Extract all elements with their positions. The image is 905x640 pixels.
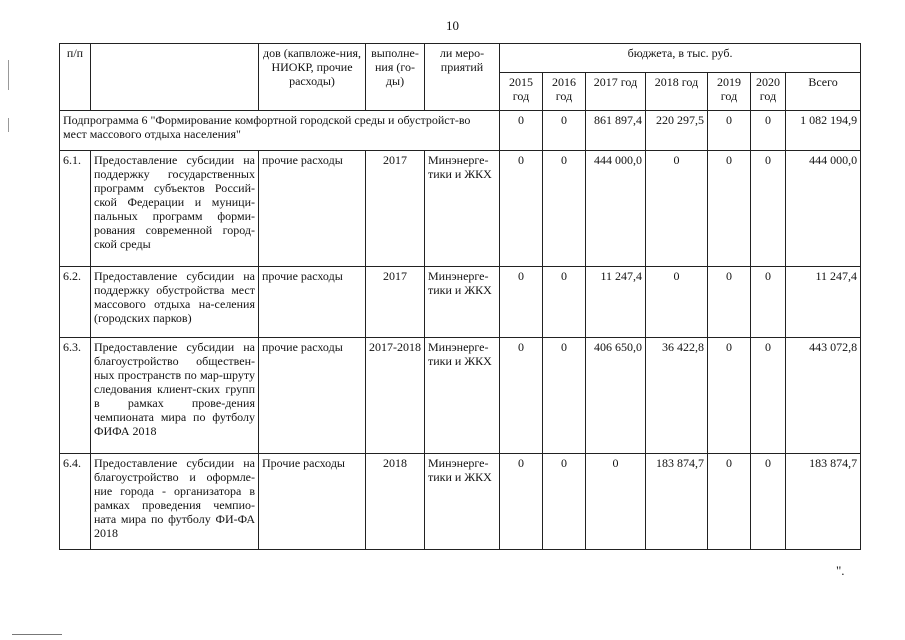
value-cell: 183 874,7 [646,454,708,550]
header-year: 2015 год [500,73,543,111]
value-cell: 0 [543,267,586,338]
header-executor: ли меро-приятий [425,44,500,111]
value-cell: 0 [751,267,786,338]
value-cell: 0 [586,454,646,550]
row-period: 2017 [366,151,425,267]
total-cell: 11 247,4 [786,267,861,338]
value-cell: 0 [646,151,708,267]
margin-mark [8,60,9,90]
budget-table [59,43,861,550]
header-name [91,44,259,111]
value-cell: 0 [500,111,543,151]
value-cell: 0 [751,338,786,454]
header-period: выполне-ния (го-ды) [366,44,425,111]
total-cell: 183 874,7 [786,454,861,550]
value-cell: 444 000,0 [586,151,646,267]
header-type: дов (капвложе-ния, НИОКР, прочие расходы) [259,44,366,111]
header-year: 2016 год [543,73,586,111]
value-cell: 0 [708,267,751,338]
margin-mark [8,118,9,132]
value-cell: 0 [543,151,586,267]
row-executor: Минэнерге-тики и ЖКХ [425,454,500,550]
value-cell: 0 [500,338,543,454]
row-executor: Минэнерге-тики и ЖКХ [425,267,500,338]
subprogram-title: Подпрограмма 6 "Формирование комфортной городской среды и обустройст-во мест массового отдыха населения" [60,111,500,151]
closing-quote-mark: ". [836,563,845,578]
row-name: Предоставление субсидии на поддержку государственных программ субъектов Россий-ской Федерации и муници-пальных программ форми-рования современной город-ской среды [91,151,259,267]
value-cell: 0 [751,111,786,151]
value-cell: 0 [500,454,543,550]
row-num: 6.2. [60,267,91,338]
value-cell: 406 650,0 [586,338,646,454]
row-num: 6.3. [60,338,91,454]
table-row [60,338,861,454]
header-budget-caption: бюджета, в тыс. руб. [500,44,861,73]
header-row [60,44,861,73]
header-year: 2019 год [708,73,751,111]
row-type: прочие расходы [259,338,366,454]
row-executor: Минэнерге-тики и ЖКХ [425,151,500,267]
value-cell: 0 [500,267,543,338]
total-cell: 1 082 194,9 [786,111,861,151]
header-year: 2020 год [751,73,786,111]
row-num: 6.4. [60,454,91,550]
row-type: прочие расходы [259,267,366,338]
row-num: 6.1. [60,151,91,267]
value-cell: 0 [708,111,751,151]
header-num: п/п [60,44,91,111]
value-cell: 0 [751,151,786,267]
footer-rule [12,634,62,635]
value-cell: 220 297,5 [646,111,708,151]
total-cell: 443 072,8 [786,338,861,454]
value-cell: 36 422,8 [646,338,708,454]
page-number: 10 [446,18,459,33]
value-cell: 11 247,4 [586,267,646,338]
value-cell: 0 [543,111,586,151]
value-cell: 0 [708,151,751,267]
value-cell: 861 897,4 [586,111,646,151]
header-year: 2017 год [586,73,646,111]
row-period: 2017-2018 [366,338,425,454]
value-cell: 0 [708,454,751,550]
total-cell: 444 000,0 [786,151,861,267]
value-cell: 0 [543,338,586,454]
value-cell: 0 [646,267,708,338]
table-row [60,454,861,550]
value-cell: 0 [708,338,751,454]
row-period: 2017 [366,267,425,338]
row-name: Предоставление субсидии на благоустройство обществен-ных пространств по мар-шруту следования клиент-ских групп в рамках прове-дения чемпионата мира по футболу ФИФА 2018 [91,338,259,454]
value-cell: 0 [543,454,586,550]
row-executor: Минэнерге-тики и ЖКХ [425,338,500,454]
table-row [60,151,861,267]
row-name: Предоставление субсидии на поддержку обустройства мест массового отдыха на-селения (городских парков) [91,267,259,338]
header-year: 2018 год [646,73,708,111]
value-cell: 0 [500,151,543,267]
header-total: Всего [786,73,861,111]
table-row [60,267,861,338]
subprogram-row [60,111,861,151]
row-type: прочие расходы [259,151,366,267]
row-type: Прочие расходы [259,454,366,550]
row-name: Предоставление субсидии на благоустройство и оформле-ние города - организатора в рамках проведения чемпио-ната мира по футболу ФИ-ФА 2018 [91,454,259,550]
row-period: 2018 [366,454,425,550]
value-cell: 0 [751,454,786,550]
